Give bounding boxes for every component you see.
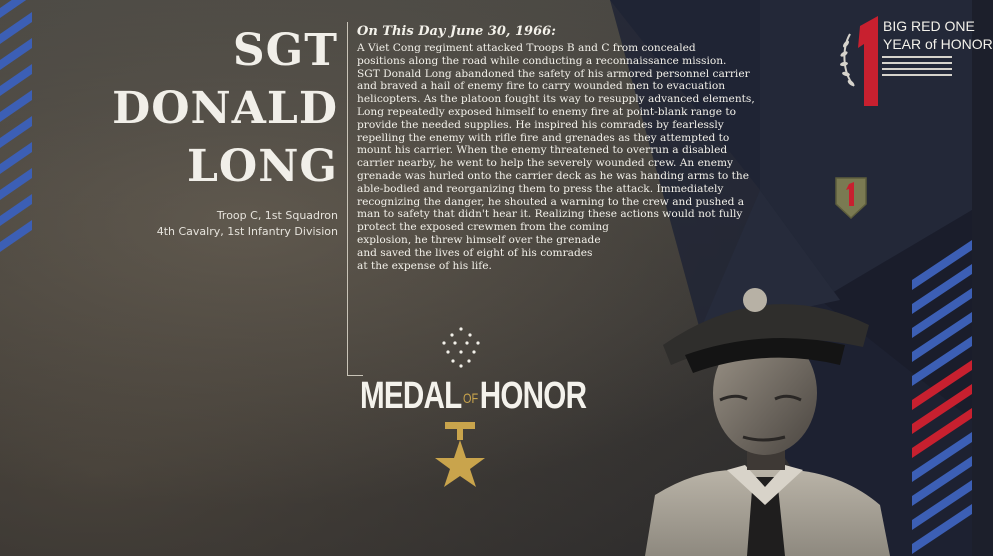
citation-line: grenade was hurled onto the carrier deck as he was handing arms to the bbox=[357, 169, 749, 182]
big-red-one-text: BIG RED ONE bbox=[883, 18, 975, 34]
hero-rank: SGT bbox=[232, 25, 338, 76]
star-cluster-icon bbox=[438, 325, 484, 369]
hero-first-name: DONALD bbox=[112, 83, 338, 134]
hero-last-name: LONG bbox=[186, 141, 338, 192]
citation-line: SGT Donald Long abandoned the safety of his armored personnel carrier bbox=[357, 67, 750, 80]
year-of-honor-text: YEAR of HONOR bbox=[883, 36, 993, 52]
hero-unit-line-1: Troop C, 1st Squadron bbox=[216, 209, 338, 222]
citation-line: positions along the road while conducting a reconnaissance mission. bbox=[357, 54, 727, 67]
citation-story bbox=[357, 24, 807, 272]
citation-line: mount his carrier. When the enemy threatened to overrun a disabled bbox=[357, 144, 728, 157]
moh-word-of: OF bbox=[463, 389, 479, 406]
citation-line: protect the exposed crewmen from the coming bbox=[357, 221, 609, 234]
citation-line: at the expense of his life. bbox=[357, 259, 492, 272]
citation-line: Long repeatedly exposed himself to enemy fire at point-blank range to bbox=[357, 105, 737, 118]
citation-line: explosion, he threw himself over the grenade bbox=[357, 233, 601, 246]
hero-unit bbox=[110, 208, 338, 240]
citation-line: and saved the lives of eight of his comrades bbox=[357, 246, 593, 259]
stripes-left-icon bbox=[0, 0, 32, 250]
citation-line: carrier nearby, he went to help the severely wounded crew. An enemy bbox=[357, 157, 733, 170]
stripes-right-icon bbox=[912, 240, 972, 556]
citation-line: man to safety that didn't hear it. Realizing these actions would not fully bbox=[357, 208, 743, 221]
medal-star-icon bbox=[430, 420, 490, 490]
moh-word-medal: MEDAL bbox=[360, 375, 462, 417]
citation-text bbox=[357, 42, 807, 272]
moh-word-honor: HONOR bbox=[479, 375, 587, 417]
division-patch-icon bbox=[834, 176, 868, 218]
citation-line: recognizing the danger, he shouted a warning to the crew and pushed a bbox=[357, 195, 745, 208]
citation-line: helicopters. As the platoon fought its way to resupply advanced elements, bbox=[357, 93, 755, 106]
medal-of-honor-logo bbox=[360, 372, 587, 420]
citation-title: On This Day June 30, 1966: bbox=[357, 24, 556, 39]
citation-line: repelling the enemy with rifle fire and grenades as they attempted to bbox=[357, 131, 730, 144]
hero-name-block bbox=[110, 22, 338, 240]
citation-line: able-bodied and reorganizing them to press the attack. Immediately bbox=[357, 182, 724, 195]
citation-line: provide the needed supplies. He inspired his comrades by fearlessly bbox=[357, 118, 724, 131]
citation-line: A Viet Cong regiment attacked Troops B and C from concealed bbox=[357, 42, 696, 54]
hero-unit-line-2: 4th Cavalry, 1st Infantry Division bbox=[156, 225, 338, 238]
soldier-portrait bbox=[635, 265, 895, 556]
vertical-divider bbox=[347, 22, 348, 376]
citation-line: and braved a hail of enemy fire to carry wounded men to evacuation bbox=[357, 80, 726, 93]
